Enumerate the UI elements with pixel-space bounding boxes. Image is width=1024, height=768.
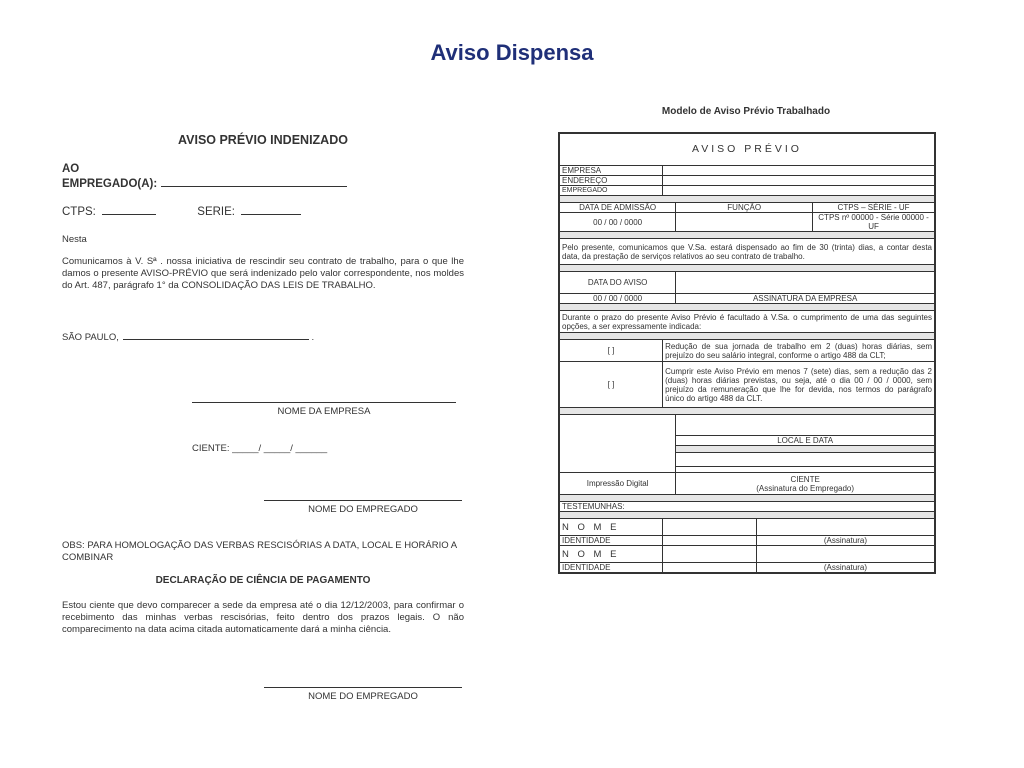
- ctps-serie-uf-label: CTPS – SÉRIE - UF: [813, 203, 935, 213]
- sao-paulo-label: SÃO PAULO,: [62, 332, 119, 343]
- serie-blank: [241, 205, 301, 215]
- gray-separator: [560, 304, 935, 311]
- witness1-nome-field: [663, 519, 757, 536]
- gray-separator: [676, 446, 935, 453]
- sao-paulo-line: SÃO PAULO, .: [62, 332, 315, 343]
- empregado-label: EMPREGADO: [560, 186, 663, 196]
- form-table: [559, 133, 935, 573]
- pelo-presente-text: Pelo presente, comunicamos que V.Sa. estará dispensado ao fim de 30 (trinta) dias, a contar desta data, da prestação de serviços relativos ao seu contrato de trabalho.: [560, 239, 935, 265]
- gray-separator: [560, 408, 935, 415]
- local-e-data-label: LOCAL E DATA: [676, 436, 935, 446]
- data-admissao-value: 00 / 00 / 0000: [560, 213, 676, 232]
- testemunhas-label: TESTEMUNHAS:: [560, 502, 935, 512]
- serie-label: SERIE:: [197, 206, 235, 218]
- ciente-cell: [676, 473, 935, 495]
- employee-name-label-2: NOME DO EMPREGADO: [308, 691, 418, 702]
- date-blank: [123, 330, 309, 340]
- empregado-field: [663, 186, 935, 196]
- witness2-identidade-label: IDENTIDADE: [560, 563, 663, 573]
- empregado-line: [62, 177, 347, 190]
- notice-paragraph: Comunicamos à V. Sª . nossa iniciativa de rescindir seu contrato de trabalho, para o que lhe damos o presente AVISO-PRÉVIO que será indenizado pelo valor correspondente, nos moldes do Art. 487, parágrafo 1° da CONSOLIDAÇÃO DAS LEIS DE TRABALHO.: [62, 256, 464, 291]
- ctps-value: CTPS nº 00000 - Série 00000 - UF: [813, 213, 935, 232]
- gray-separator: [560, 333, 935, 340]
- nesta-text: Nesta: [62, 234, 87, 245]
- ciente-label: CIENTE: [790, 474, 820, 484]
- ctps-line: [62, 205, 464, 218]
- slide-title: Aviso Dispensa: [430, 40, 594, 65]
- assinatura-empregado-label: (Assinatura do Empregado): [756, 483, 855, 493]
- obs-text: OBS: PARA HOMOLOGAÇÃO DAS VERBAS RESCISÓRIAS A DATA, LOCAL E HORÁRIO A COMBINAR: [62, 540, 457, 563]
- company-signature-line: [192, 402, 456, 403]
- gray-separator: [560, 232, 935, 239]
- witness2-nome-field: [663, 546, 757, 563]
- empregado-blank: [161, 177, 347, 187]
- empresa-field: [663, 166, 935, 176]
- empresa-label: EMPRESA: [560, 166, 663, 176]
- form-caption: Modelo de Aviso Prévio Trabalhado: [661, 106, 831, 117]
- company-name-label: NOME DA EMPRESA: [277, 406, 371, 417]
- document-title: AVISO PRÉVIO INDENIZADO: [178, 133, 348, 147]
- company-signature-field: [676, 272, 935, 294]
- funcao-value: [676, 213, 813, 232]
- gray-separator: [560, 512, 935, 519]
- declaration-paragraph: Estou ciente que devo comparecer a sede da empresa até o dia 12/12/2003, para confirmar o recebimento das minhas verbas rescisórias, feito dentro dos prazos legais. O não comparecimento na data acima citada automaticamente dará a minha ciência.: [62, 600, 464, 635]
- witness2-nome-label: N O M E: [560, 546, 663, 563]
- witness2-signature-field: [756, 546, 934, 563]
- endereco-label: ENDEREÇO: [560, 176, 663, 186]
- ctps-blank: [102, 205, 156, 215]
- aviso-previo-trabalhado-form: [558, 132, 936, 574]
- assinatura-empresa-label: ASSINATURA DA EMPRESA: [676, 294, 935, 304]
- durante-text: Durante o prazo do presente Aviso Prévio é facultado à V.Sa. o cumprimento de uma das seguintes opções, a ser expressamente indicada:: [560, 311, 935, 333]
- data-admissao-label: DATA DE ADMISSÃO: [560, 203, 676, 213]
- ao-label: AO: [62, 163, 80, 175]
- ciente-line: CIENTE: _____/ _____/ ______: [192, 443, 328, 454]
- funcao-label: FUNÇÃO: [676, 203, 813, 213]
- gray-separator: [560, 495, 935, 502]
- endereco-field: [663, 176, 935, 186]
- declaration-title: DECLARAÇÃO DE CIÊNCIA DE PAGAMENTO: [155, 575, 371, 586]
- employee-signature-line-2: [264, 687, 462, 688]
- form-heading: AVISO PRÉVIO: [560, 134, 935, 166]
- employee-signature-field: [676, 453, 935, 467]
- witness1-signature-field: [756, 519, 934, 536]
- witness2-identidade-field: [663, 563, 757, 573]
- ctps-label: CTPS:: [62, 206, 96, 218]
- employee-name-label: NOME DO EMPREGADO: [308, 504, 418, 515]
- witness1-nome-label: N O M E: [560, 519, 663, 536]
- fingerprint-box: [560, 415, 676, 473]
- empregado-label: EMPREGADO(A):: [62, 178, 158, 190]
- employee-signature-line: [264, 500, 462, 501]
- witness1-identidade-label: IDENTIDADE: [560, 536, 663, 546]
- data-do-aviso-label: DATA DO AVISO: [560, 272, 676, 294]
- witness1-identidade-field: [663, 536, 757, 546]
- option2-checkbox[interactable]: [ ]: [560, 362, 663, 408]
- option2-text: Cumprir este Aviso Prévio em menos 7 (sete) dias, sem a redução das 2 (duas) horas diárias previstas, ou seja, até o dia 00 / 00 / 0000, sem prejuízo da remuneração que lhe for devida, nos termos do parágrafo único do artigo 488 da CLT.: [663, 362, 935, 408]
- witness1-assinatura-label: (Assinatura): [756, 536, 934, 546]
- option1-checkbox[interactable]: [ ]: [560, 340, 663, 362]
- option1-text: Redução de sua jornada de trabalho em 2 (duas) horas diárias, sem prejuízo do seu salário integral, conforme o artigo 488 da CLT;: [663, 340, 935, 362]
- gray-separator: [560, 265, 935, 272]
- witness2-assinatura-label: (Assinatura): [756, 563, 934, 573]
- data-do-aviso-value: 00 / 00 / 0000: [560, 294, 676, 304]
- gray-separator: [560, 196, 935, 203]
- local-data-field: [676, 415, 935, 436]
- impressao-digital-label: Impressão Digital: [560, 473, 676, 495]
